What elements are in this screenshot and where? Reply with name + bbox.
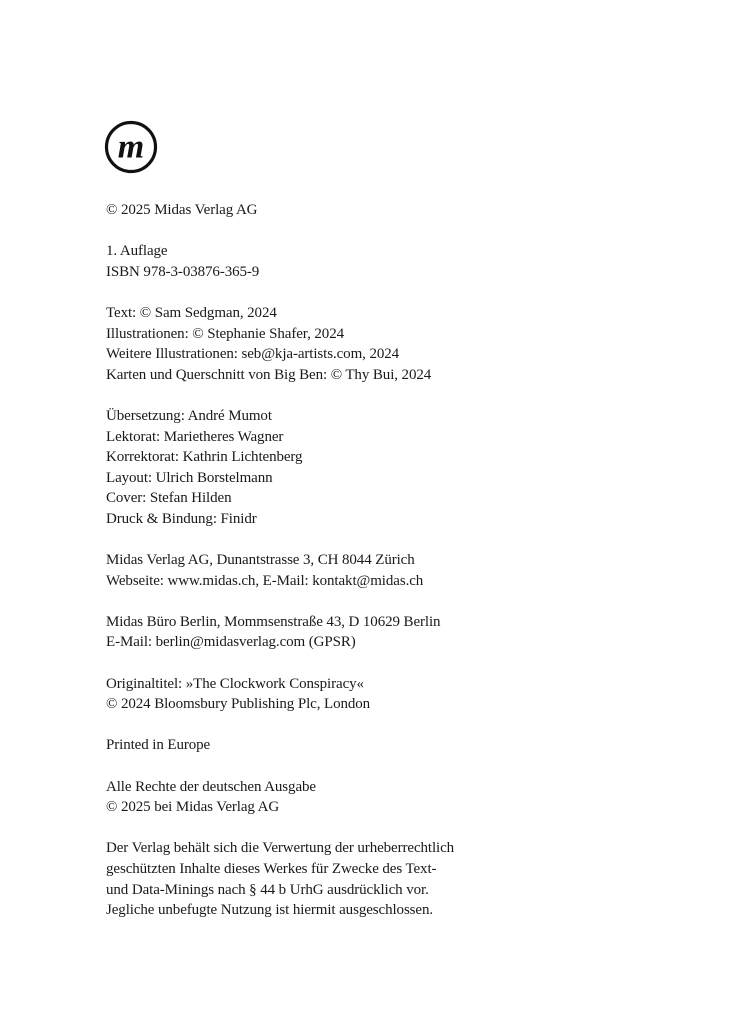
cover-credit: Cover: Stefan Hilden <box>106 490 232 507</box>
tdm-notice-line: und Data-Minings nach § 44 b UrhG ausdrücklich vor. <box>106 881 429 898</box>
editing-credit: Lektorat: Marietheres Wagner <box>106 428 284 445</box>
rights-copyright: © 2025 bei Midas Verlag AG <box>106 799 280 816</box>
printed-in-block <box>106 735 666 756</box>
illustration-credit: Illustrationen: © Stephanie Shafer, 2024 <box>106 325 344 342</box>
logo-letter: m <box>117 128 145 166</box>
tdm-notice-line: Der Verlag behält sich die Verwertung der urheberrechtlich <box>106 840 455 857</box>
edition-block <box>106 241 666 282</box>
proofreading-credit: Korrektorat: Kathrin Lichtenberg <box>106 449 303 466</box>
tdm-notice-block <box>106 838 666 920</box>
original-title-block <box>106 674 666 715</box>
berlin-office-block <box>106 612 666 653</box>
production-block <box>106 406 666 530</box>
translation-credit: Übersetzung: André Mumot <box>106 407 272 424</box>
printing-credit: Druck & Bindung: Finidr <box>106 510 257 527</box>
original-copyright: © 2024 Bloomsbury Publishing Plc, London <box>106 696 371 713</box>
layout-credit: Layout: Ulrich Borstelmann <box>106 469 273 486</box>
maps-credit: Karten und Querschnitt von Big Ben: © Thy Bui, 2024 <box>106 366 432 383</box>
publisher-contact: Webseite: www.midas.ch, E-Mail: kontakt@midas.ch <box>106 572 424 589</box>
edition-line: 1. Auflage <box>106 243 168 260</box>
printed-in: Printed in Europe <box>106 737 211 754</box>
imprint-text <box>106 200 666 941</box>
rights-line: Alle Rechte der deutschen Ausgabe <box>106 778 316 795</box>
rights-block <box>106 777 666 818</box>
credits-block <box>106 303 666 385</box>
publisher-address-block <box>106 550 666 591</box>
copyright-line: © 2025 Midas Verlag AG <box>106 202 258 218</box>
publisher-logo <box>104 120 158 174</box>
text-credit: Text: © Sam Sedgman, 2024 <box>106 304 277 321</box>
berlin-office-address: Midas Büro Berlin, Mommsenstraße 43, D 10629 Berlin <box>106 613 441 630</box>
additional-illustration-credit: Weitere Illustrationen: seb@kja-artists.com, 2024 <box>106 346 400 363</box>
midas-m-logo-icon <box>104 120 158 174</box>
original-title: Originaltitel: »The Clockwork Conspiracy« <box>106 675 364 692</box>
publisher-address: Midas Verlag AG, Dunantstrasse 3, CH 8044 Zürich <box>106 552 415 569</box>
copyright-block <box>106 200 666 221</box>
berlin-office-email: E-Mail: berlin@midasverlag.com (GPSR) <box>106 634 356 651</box>
isbn-line: ISBN 978-3-03876-365-9 <box>106 263 260 280</box>
tdm-notice-line: Jegliche unbefugte Nutzung ist hiermit ausgeschlossen. <box>106 902 434 919</box>
tdm-notice-line: geschützten Inhalte dieses Werkes für Zwecke des Text- <box>106 861 437 877</box>
